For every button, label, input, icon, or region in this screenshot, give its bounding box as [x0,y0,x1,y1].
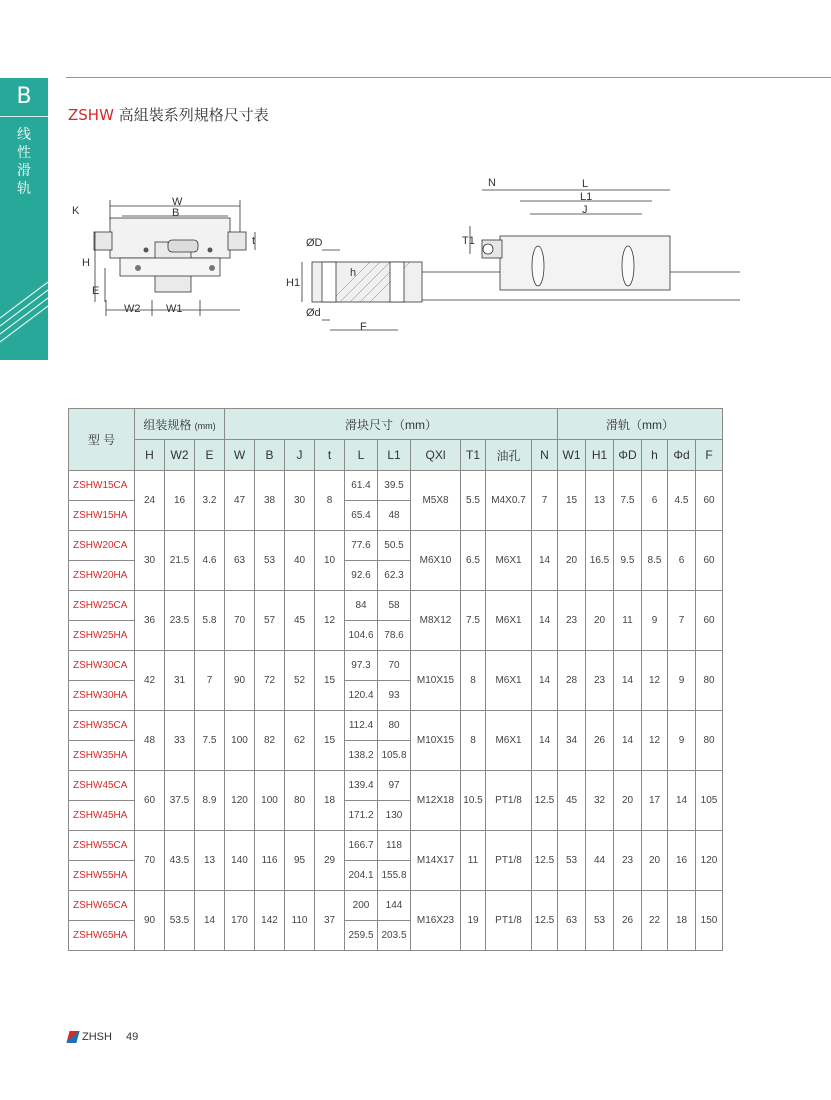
cell-L1: 70 [378,651,411,681]
cell-B: 53 [255,531,285,591]
model-cell: ZSHW20CA [69,531,135,561]
column-header: t [315,440,345,471]
cell-L: 171.2 [345,801,378,831]
model-cell: ZSHW20HA [69,561,135,591]
cell-F: 60 [696,591,723,651]
label-H: H [82,257,90,269]
cell-L1: 118 [378,831,411,861]
cell-N: 12.5 [532,891,558,951]
cell-W2: 53.5 [165,891,195,951]
cell-H1: 16.5 [586,531,614,591]
cell-H: 70 [135,831,165,891]
label-D: ØD [306,237,323,249]
cell-t: 12 [315,591,345,651]
cell-F: 80 [696,711,723,771]
cell-oil: M6X1 [486,531,532,591]
cell-W: 100 [225,711,255,771]
column-header: W [225,440,255,471]
cell-H1: 23 [586,651,614,711]
cell-oil: PT1/8 [486,771,532,831]
cell-L1: 39.5 [378,471,411,501]
cell-oil: PT1/8 [486,891,532,951]
column-header: W2 [165,440,195,471]
cell-h: 8.5 [642,531,668,591]
label-W: W [172,196,183,208]
cell-J: 80 [285,771,315,831]
table-row [69,831,723,861]
cell-W: 90 [225,651,255,711]
label-T1: T1 [462,235,475,247]
table-row [69,711,723,741]
cell-h: 20 [642,831,668,891]
cell-L1: 48 [378,501,411,531]
cell-E: 3.2 [195,471,225,531]
cell-QXl: M5X8 [411,471,461,531]
cell-N: 7 [532,471,558,531]
cell-W: 170 [225,891,255,951]
cell-d: 9 [668,711,696,771]
cell-L: 84 [345,591,378,621]
cell-T1: 8 [461,711,486,771]
cell-H: 30 [135,531,165,591]
cell-L1: 58 [378,591,411,621]
cell-t: 8 [315,471,345,531]
cell-W: 140 [225,831,255,891]
cell-H1: 32 [586,771,614,831]
header-model: 型 号 [69,409,135,471]
cell-H1: 13 [586,471,614,531]
cell-F: 150 [696,891,723,951]
cell-H1: 44 [586,831,614,891]
model-cell: ZSHW45CA [69,771,135,801]
column-header: ΦD [614,440,642,471]
cell-W2: 31 [165,651,195,711]
label-t: t [252,235,256,247]
cell-J: 40 [285,531,315,591]
label-W1: W1 [166,303,183,315]
cell-F: 105 [696,771,723,831]
column-header: Φd [668,440,696,471]
cell-L: 120.4 [345,681,378,711]
cell-QXl: M14X17 [411,831,461,891]
cell-W1: 28 [558,651,586,711]
cell-B: 72 [255,651,285,711]
model-cell: ZSHW15HA [69,501,135,531]
label-H1: H1 [286,277,301,289]
table-row [69,531,723,561]
cell-N: 12.5 [532,831,558,891]
cell-F: 60 [696,531,723,591]
cell-h: 22 [642,891,668,951]
label-d: Ød [306,307,321,319]
column-header: L [345,440,378,471]
section-char: 性 [17,145,31,161]
series-name: ZSHW [68,106,114,124]
cell-d: 9 [668,651,696,711]
cell-H: 36 [135,591,165,651]
label-K: K [72,205,80,217]
section-char: 滑 [17,163,31,179]
cell-d: 7 [668,591,696,651]
cell-QXl: M6X10 [411,531,461,591]
cell-T1: 7.5 [461,591,486,651]
cell-H1: 53 [586,891,614,951]
column-header: J [285,440,315,471]
cell-E: 4.6 [195,531,225,591]
section-letter: B [16,84,32,109]
table-body [69,471,723,951]
cell-F: 60 [696,471,723,531]
cell-L1: 78.6 [378,621,411,651]
cell-oil: M4X0.7 [486,471,532,531]
cell-W: 47 [225,471,255,531]
cell-W: 70 [225,591,255,651]
brand-name: ZHSH [82,1031,112,1043]
column-header: 油孔 [486,440,532,471]
cell-L: 104.6 [345,621,378,651]
label-F: F [360,321,367,333]
header-assembly-label: 组装规格 [143,417,192,432]
label-E: E [92,285,100,297]
cell-B: 116 [255,831,285,891]
cell-t: 15 [315,651,345,711]
cell-T1: 6.5 [461,531,486,591]
cell-oil: PT1/8 [486,831,532,891]
cell-W2: 21.5 [165,531,195,591]
cell-L: 200 [345,891,378,921]
cell-QXl: M8X12 [411,591,461,651]
label-N: N [488,177,496,189]
cell-B: 38 [255,471,285,531]
label-J: J [582,204,588,216]
section-char: 轨 [17,181,31,197]
cell-L: 65.4 [345,501,378,531]
model-cell: ZSHW45HA [69,801,135,831]
cell-T1: 11 [461,831,486,891]
top-rule [66,77,831,78]
cell-d: 18 [668,891,696,951]
cell-N: 14 [532,651,558,711]
cell-oil: M6X1 [486,591,532,651]
cell-t: 29 [315,831,345,891]
cell-oil: M6X1 [486,711,532,771]
cell-J: 52 [285,651,315,711]
cell-QXl: M12X18 [411,771,461,831]
cell-W2: 16 [165,471,195,531]
cell-t: 15 [315,711,345,771]
cell-E: 7 [195,651,225,711]
column-header: h [642,440,668,471]
column-header: T1 [461,440,486,471]
section-char: 线 [17,127,31,143]
cell-QXl: M10X15 [411,651,461,711]
cell-h: 12 [642,711,668,771]
cell-D: 9.5 [614,531,642,591]
cell-B: 142 [255,891,285,951]
cell-T1: 8 [461,651,486,711]
cell-W1: 63 [558,891,586,951]
cell-D: 11 [614,591,642,651]
page-title [68,104,269,125]
cell-W2: 23.5 [165,591,195,651]
model-cell: ZSHW35HA [69,741,135,771]
cell-N: 12.5 [532,771,558,831]
cell-W1: 34 [558,711,586,771]
cell-QXl: M16X23 [411,891,461,951]
cell-L1: 50.5 [378,531,411,561]
cell-D: 14 [614,711,642,771]
column-header: QXl [411,440,461,471]
cell-E: 8.9 [195,771,225,831]
cell-h: 9 [642,591,668,651]
cell-W1: 45 [558,771,586,831]
cell-W2: 37.5 [165,771,195,831]
column-header: H [135,440,165,471]
cell-L: 259.5 [345,921,378,951]
footer-logo [68,1031,138,1043]
cell-h: 12 [642,651,668,711]
cell-N: 14 [532,591,558,651]
column-header: W1 [558,440,586,471]
front-view [72,196,255,316]
table-row [69,471,723,501]
cell-W: 120 [225,771,255,831]
header-assembly-unit: (mm) [194,420,216,431]
column-header: L1 [378,440,411,471]
cell-J: 110 [285,891,315,951]
label-B: B [172,207,180,219]
cell-H: 90 [135,891,165,951]
cell-E: 13 [195,831,225,891]
cell-H: 24 [135,471,165,531]
cell-D: 20 [614,771,642,831]
cell-W1: 53 [558,831,586,891]
cell-E: 14 [195,891,225,951]
model-cell: ZSHW35CA [69,711,135,741]
model-cell: ZSHW25CA [69,591,135,621]
cell-L1: 62.3 [378,561,411,591]
column-header: B [255,440,285,471]
model-cell: ZSHW65HA [69,921,135,951]
cell-L1: 80 [378,711,411,741]
cell-H: 48 [135,711,165,771]
header-block: 滑块尺寸（mm） [225,409,558,440]
label-h: h [350,267,357,279]
cell-N: 14 [532,531,558,591]
cell-L: 97.3 [345,651,378,681]
cell-L: 92.6 [345,561,378,591]
cell-d: 14 [668,771,696,831]
cell-oil: M6X1 [486,651,532,711]
cell-H: 60 [135,771,165,831]
title-text: 高組裝系列規格尺寸表 [113,106,269,124]
cell-T1: 19 [461,891,486,951]
cell-L1: 155.8 [378,861,411,891]
cell-L1: 97 [378,771,411,801]
cell-J: 62 [285,711,315,771]
cell-J: 45 [285,591,315,651]
cell-QXl: M10X15 [411,711,461,771]
cell-t: 37 [315,891,345,951]
cell-B: 100 [255,771,285,831]
cell-F: 120 [696,831,723,891]
label-L: L [582,178,589,190]
cell-J: 95 [285,831,315,891]
cell-W1: 20 [558,531,586,591]
cell-L1: 144 [378,891,411,921]
cell-W: 63 [225,531,255,591]
cell-B: 82 [255,711,285,771]
decorative-stripes [0,278,48,360]
model-cell: ZSHW25HA [69,621,135,651]
cell-L: 204.1 [345,861,378,891]
column-header: H1 [586,440,614,471]
cell-J: 30 [285,471,315,531]
model-cell: ZSHW30HA [69,681,135,711]
table-row [69,651,723,681]
cell-W2: 33 [165,711,195,771]
cell-T1: 10.5 [461,771,486,831]
column-header: F [696,440,723,471]
cell-H: 42 [135,651,165,711]
cell-h: 6 [642,471,668,531]
column-header: N [532,440,558,471]
column-header: E [195,440,225,471]
cell-L1: 93 [378,681,411,711]
cell-W1: 23 [558,591,586,651]
page-number: 49 [125,1031,139,1043]
model-cell: ZSHW15CA [69,471,135,501]
cell-B: 57 [255,591,285,651]
table-row [69,891,723,921]
cell-D: 14 [614,651,642,711]
cell-H1: 26 [586,711,614,771]
cell-N: 14 [532,711,558,771]
section-title [0,126,48,198]
model-cell: ZSHW55HA [69,861,135,891]
cell-F: 80 [696,651,723,711]
cell-L1: 105.8 [378,741,411,771]
cell-T1: 5.5 [461,471,486,531]
cell-D: 26 [614,891,642,951]
cell-W2: 43.5 [165,831,195,891]
label-W2: W2 [124,303,141,315]
spec-table [68,408,723,951]
model-cell: ZSHW30CA [69,651,135,681]
cell-t: 10 [315,531,345,591]
cell-d: 4.5 [668,471,696,531]
cell-L: 77.6 [345,531,378,561]
dimension-drawings [60,170,750,350]
header-assembly [135,409,225,440]
cell-L: 61.4 [345,471,378,501]
cell-h: 17 [642,771,668,831]
cell-H1: 20 [586,591,614,651]
model-cell: ZSHW65CA [69,891,135,921]
cell-L1: 130 [378,801,411,831]
section-tab [0,78,48,360]
cell-L: 139.4 [345,771,378,801]
cell-W1: 15 [558,471,586,531]
cell-L: 112.4 [345,711,378,741]
cell-E: 5.8 [195,591,225,651]
cell-d: 16 [668,831,696,891]
block-side-view [462,177,670,290]
cell-L: 166.7 [345,831,378,861]
model-cell: ZSHW55CA [69,831,135,861]
section-divider [0,116,48,117]
table-row [69,591,723,621]
cell-t: 18 [315,771,345,831]
cell-L1: 203.5 [378,921,411,951]
header-rail: 滑轨（mm） [558,409,723,440]
label-L1: L1 [580,191,593,203]
cell-L: 138.2 [345,741,378,771]
cell-d: 6 [668,531,696,591]
cell-D: 23 [614,831,642,891]
column-header-row [69,440,723,471]
cell-D: 7.5 [614,471,642,531]
table-row [69,771,723,801]
cell-E: 7.5 [195,711,225,771]
brand-logo-icon [66,1031,79,1043]
